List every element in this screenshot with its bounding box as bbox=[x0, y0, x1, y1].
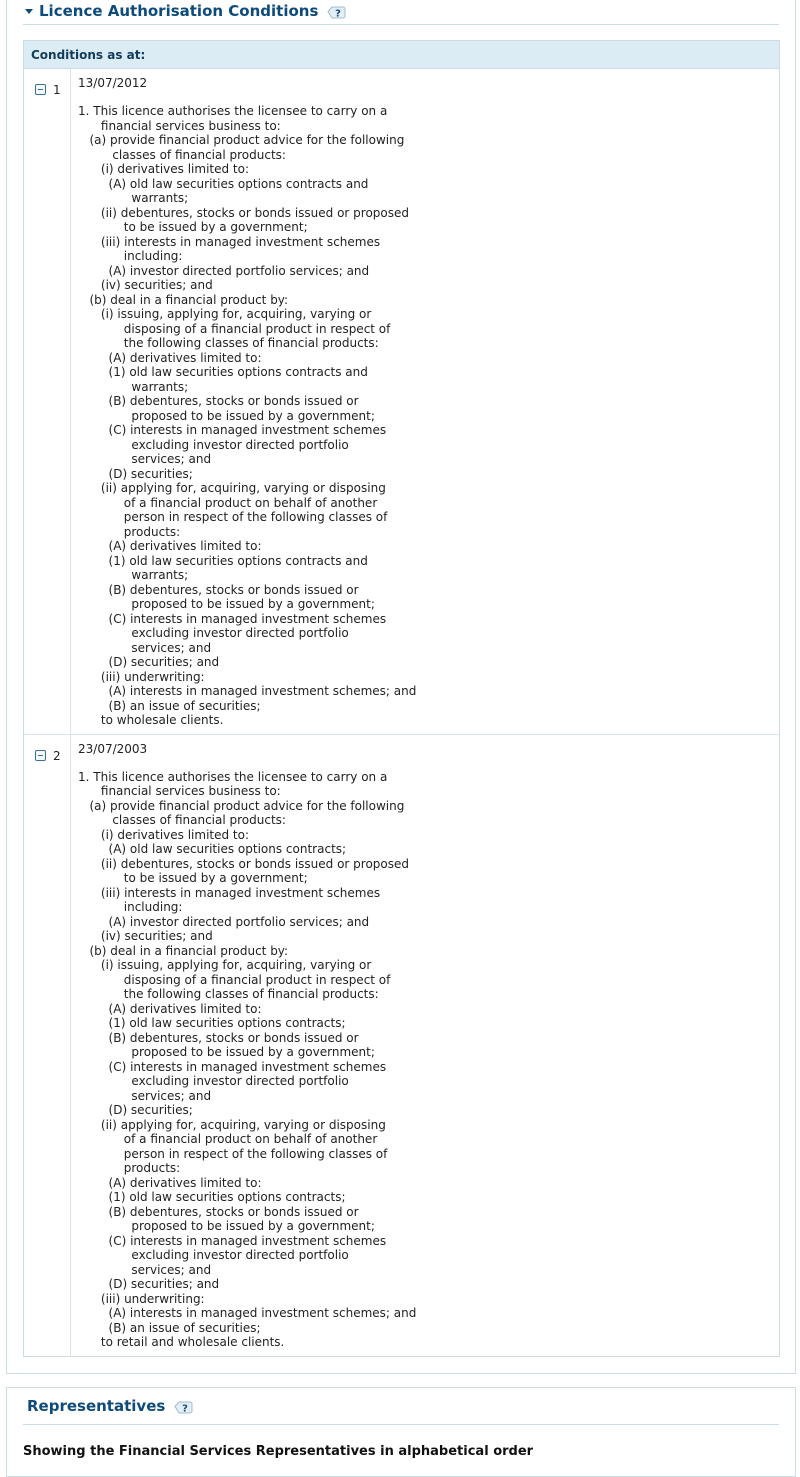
condition-body bbox=[71, 735, 779, 1356]
representatives-panel bbox=[6, 1387, 796, 1477]
condition-line: (b) deal in a financial product by: bbox=[78, 292, 289, 307]
condition-line: (iii) underwriting: bbox=[78, 669, 205, 684]
condition-line: (iii) interests in managed investment schemes bbox=[78, 234, 381, 249]
condition-line: (i) derivatives limited to: bbox=[78, 827, 250, 842]
condition-line: (A) investor directed portfolio services; and bbox=[78, 263, 370, 278]
condition-line: the following classes of financial products: bbox=[78, 987, 379, 1001]
condition-line: services; and bbox=[78, 640, 212, 655]
condition-line: excluding investor directed portfolio bbox=[78, 437, 349, 452]
licence-conditions-panel bbox=[6, 0, 796, 1374]
condition-line: proposed to be issued by a government; bbox=[78, 1219, 375, 1233]
condition-line: (1) old law securities options contracts; bbox=[78, 1190, 346, 1204]
condition-line: excluding investor directed portfolio bbox=[78, 1074, 349, 1088]
condition-line: (A) old law securities options contracts; bbox=[78, 842, 347, 856]
condition-line: (C) interests in managed investment schemes bbox=[78, 423, 387, 437]
condition-line: (D) securities; and bbox=[78, 655, 220, 669]
condition-line: (B) an issue of securities; bbox=[78, 1320, 261, 1335]
condition-line: (b) deal in a financial product by: bbox=[78, 943, 289, 958]
condition-number: 1 bbox=[53, 83, 61, 97]
condition-line: disposing of a financial product in respect of bbox=[78, 972, 391, 987]
condition-line: of a financial product on behalf of another bbox=[78, 1132, 378, 1146]
condition-line: of a financial product on behalf of another bbox=[78, 495, 378, 510]
condition-number: 2 bbox=[53, 748, 61, 763]
condition-text bbox=[78, 104, 779, 728]
condition-line: warrants; bbox=[78, 568, 189, 582]
condition-line: (1) old law securities options contracts; bbox=[78, 1016, 346, 1030]
help-icon[interactable] bbox=[326, 3, 346, 20]
svg-text:?: ? bbox=[182, 1403, 189, 1414]
condition-line: (B) debentures, stocks or bonds issued or bbox=[78, 582, 359, 597]
condition-line: (iv) securities; and bbox=[78, 278, 213, 292]
condition-line: products: bbox=[78, 524, 181, 539]
condition-line: (i) derivatives limited to: bbox=[78, 162, 250, 176]
condition-date: 13/07/2012 bbox=[78, 76, 148, 90]
collapse-minus-icon[interactable] bbox=[35, 84, 46, 95]
condition-line: person in respect of the following classes of bbox=[78, 510, 388, 524]
condition-line: to wholesale clients. bbox=[78, 713, 224, 727]
condition-line: including: bbox=[78, 900, 183, 914]
condition-line: person in respect of the following classes of bbox=[78, 1146, 388, 1161]
condition-line: financial services business to: bbox=[78, 118, 281, 133]
condition-line: (A) derivatives limited to: bbox=[78, 1175, 262, 1190]
condition-line: proposed to be issued by a government; bbox=[78, 597, 375, 611]
condition-line: (A) interests in managed investment schemes; and bbox=[78, 1306, 417, 1320]
licence-conditions-header[interactable] bbox=[23, 0, 779, 25]
condition-line: proposed to be issued by a government; bbox=[78, 408, 375, 423]
condition-line: (B) debentures, stocks or bonds issued or bbox=[78, 394, 359, 408]
condition-line: excluding investor directed portfolio bbox=[78, 626, 349, 640]
condition-line: to retail and wholesale clients. bbox=[78, 1335, 285, 1349]
condition-line: (A) investor directed portfolio services; and bbox=[78, 914, 370, 929]
conditions-table bbox=[23, 40, 780, 1357]
caret-down-icon[interactable] bbox=[25, 9, 33, 14]
condition-line: (iv) securities; and bbox=[78, 929, 213, 943]
condition-line: classes of financial products: bbox=[78, 147, 286, 162]
condition-line: disposing of a financial product in respect of bbox=[78, 321, 391, 336]
condition-line: including: bbox=[78, 249, 183, 263]
condition-line: (A) derivatives limited to: bbox=[78, 1001, 262, 1016]
condition-line: (1) old law securities options contracts and bbox=[78, 365, 368, 379]
condition-text bbox=[78, 770, 779, 1350]
representatives-order-note: Showing the Financial Services Representatives in alphabetical order bbox=[23, 1444, 534, 1459]
condition-line: (iii) underwriting: bbox=[78, 1291, 205, 1306]
representatives-header bbox=[23, 1388, 779, 1425]
condition-line: classes of financial products: bbox=[78, 813, 286, 827]
condition-line: to be issued by a government; bbox=[78, 220, 308, 234]
condition-line: (B) an issue of securities; bbox=[78, 698, 261, 713]
condition-line: (A) derivatives limited to: bbox=[78, 539, 262, 553]
condition-line: to be issued by a government; bbox=[78, 871, 308, 885]
condition-line: (A) derivatives limited to: bbox=[78, 350, 262, 365]
condition-line: (ii) applying for, acquiring, varying or disposing bbox=[78, 481, 386, 495]
condition-index-cell bbox=[24, 69, 71, 734]
condition-line: services; and bbox=[78, 452, 212, 466]
condition-line: (D) securities; bbox=[78, 466, 193, 481]
condition-line: products: bbox=[78, 1161, 181, 1175]
condition-line: (ii) debentures, stocks or bonds issued or proposed bbox=[78, 205, 410, 220]
condition-line: (i) issuing, applying for, acquiring, varying or bbox=[78, 958, 372, 972]
help-icon[interactable] bbox=[173, 1398, 193, 1415]
condition-line: (A) old law securities options contracts and bbox=[78, 176, 369, 191]
condition-line: (1) old law securities options contracts and bbox=[78, 553, 368, 568]
condition-body bbox=[71, 69, 779, 734]
condition-line: (a) provide financial product advice for the following bbox=[78, 133, 405, 147]
licence-conditions-title[interactable]: Licence Authorisation Conditions bbox=[39, 2, 319, 20]
condition-index-cell bbox=[24, 735, 71, 1356]
representatives-title: Representatives bbox=[27, 1397, 166, 1415]
condition-line: (D) securities; bbox=[78, 1103, 193, 1117]
condition-line: (a) provide financial product advice for the following bbox=[78, 798, 405, 813]
condition-line: (C) interests in managed investment schemes bbox=[78, 611, 387, 626]
condition-line: (B) debentures, stocks or bonds issued or bbox=[78, 1204, 359, 1219]
collapse-minus-icon[interactable] bbox=[35, 750, 46, 761]
svg-text:?: ? bbox=[335, 8, 342, 19]
condition-line: warrants; bbox=[78, 379, 189, 394]
condition-line: proposed to be issued by a government; bbox=[78, 1045, 375, 1059]
condition-row bbox=[24, 69, 779, 735]
condition-line: services; and bbox=[78, 1088, 212, 1103]
condition-line: excluding investor directed portfolio bbox=[78, 1248, 349, 1262]
condition-line: (C) interests in managed investment schemes bbox=[78, 1233, 387, 1248]
condition-line: (iii) interests in managed investment schemes bbox=[78, 885, 381, 900]
condition-line: the following classes of financial products: bbox=[78, 336, 379, 350]
condition-date: 23/07/2003 bbox=[78, 741, 148, 756]
condition-line: warrants; bbox=[78, 191, 189, 205]
conditions-rows bbox=[24, 69, 779, 1356]
condition-line: (D) securities; and bbox=[78, 1277, 220, 1291]
condition-line: services; and bbox=[78, 1262, 212, 1277]
condition-line: (ii) applying for, acquiring, varying or disposing bbox=[78, 1117, 386, 1132]
condition-line: (B) debentures, stocks or bonds issued or bbox=[78, 1030, 359, 1045]
conditions-table-header: Conditions as at: bbox=[24, 41, 779, 69]
condition-line: (C) interests in managed investment schemes bbox=[78, 1059, 387, 1074]
condition-row bbox=[24, 735, 779, 1356]
condition-line: 1. This licence authorises the licensee to carry on a bbox=[78, 104, 388, 118]
condition-line: (ii) debentures, stocks or bonds issued or proposed bbox=[78, 856, 410, 871]
condition-line: financial services business to: bbox=[78, 784, 281, 798]
condition-line: (i) issuing, applying for, acquiring, varying or bbox=[78, 307, 372, 321]
condition-line: (A) interests in managed investment schemes; and bbox=[78, 684, 417, 698]
condition-line: 1. This licence authorises the licensee to carry on a bbox=[78, 769, 388, 784]
